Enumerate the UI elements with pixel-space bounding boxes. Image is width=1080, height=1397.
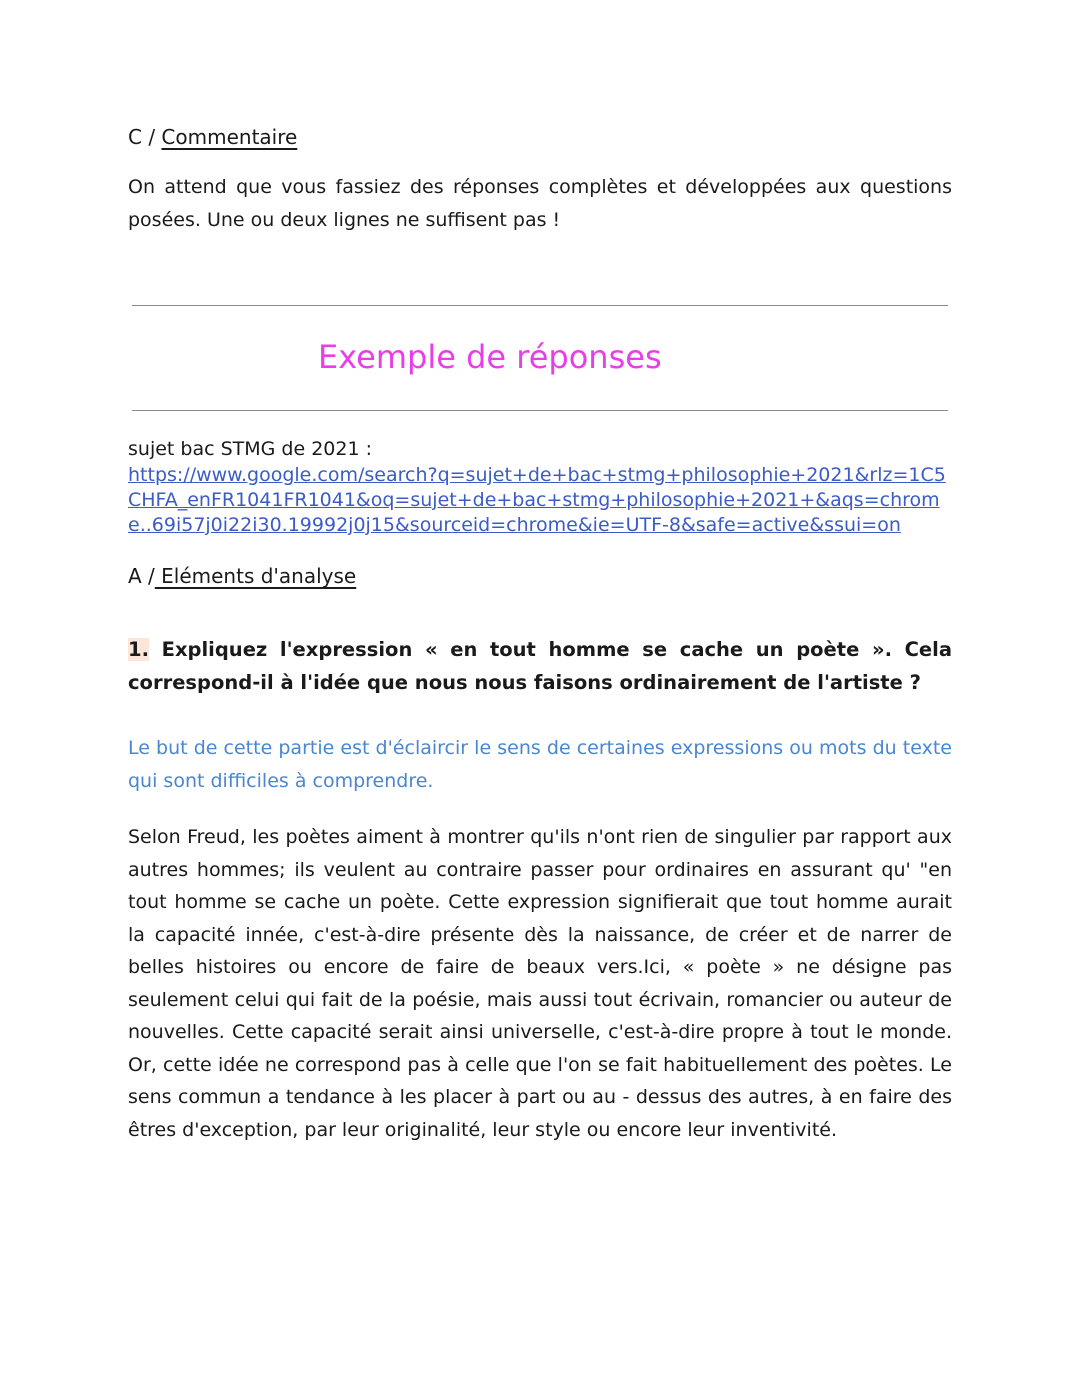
- source-label: sujet bac STMG de 2021 :: [128, 438, 372, 460]
- section-a-label: Eléments d'analyse: [154, 564, 357, 588]
- question-number: 1.: [128, 638, 149, 661]
- section-c-prefix: C /: [128, 125, 162, 149]
- instruction-note: Le but de cette partie est d'éclaircir le sens de certaines expressions ou mots du texte qui sont difficiles à comprendre.: [128, 737, 952, 792]
- section-a-prefix: A /: [128, 564, 155, 588]
- answer-paragraph: Selon Freud, les poètes aiment à montrer qu'ils n'ont rien de singulier par rapport aux autres hommes; ils veulent au contraire passer pour ordinaires en assurant qu' "en tout homme se cache un poète. Cette expression signifierait que tout homme aurait la capacité innée, c'est-à-dire présente dès la naissance, de créer et de narrer de belles histoires ou encore de faire de beaux vers.Ici, « poète » ne désigne pas seulement celui qui fait de la poésie, mais aussi tout écrivain, romancier ou auteur de nouvelles. Cette capacité serait ainsi universelle, c'est-à-dire propre à tout le monde. Or, cette idée ne correspond pas à celle que l'on se fait habituellement des poètes. Le sens commun a tendance à les placer à part ou au - dessus des autres, à en faire des êtres d'exception, par leur originalité, leur style ou encore leur inventivité.: [128, 826, 952, 1141]
- divider-bottom: [132, 410, 948, 411]
- section-c-title: [128, 122, 952, 152]
- question-text: Expliquez l'expression « en tout homme se cache un poète ». Cela correspond-il à l'idée que nous nous faisons ordinairement de l'artiste ?: [128, 638, 952, 694]
- question-1: [128, 634, 952, 699]
- divider-top: [132, 305, 948, 306]
- source-link[interactable]: https://www.google.com/search?q=sujet+de+bac+stmg+philosophie+2021&rlz=1C5CHFA_enFR1041FR1041&oq=sujet+de+bac+stmg+philosophie+2021+&aqs=chrome..69i57j0i22i30.19992j0j15&sourceid=chrome&ie=UTF-8&safe=active&ssui=on: [128, 464, 946, 536]
- page-heading: Exemple de réponses: [318, 338, 662, 376]
- section-c-label: Commentaire: [161, 125, 298, 149]
- section-a-title: [128, 561, 952, 591]
- intro-paragraph: On attend que vous fassiez des réponses complètes et développées aux questions posées. Une ou deux lignes ne suffisent pas !: [128, 176, 952, 231]
